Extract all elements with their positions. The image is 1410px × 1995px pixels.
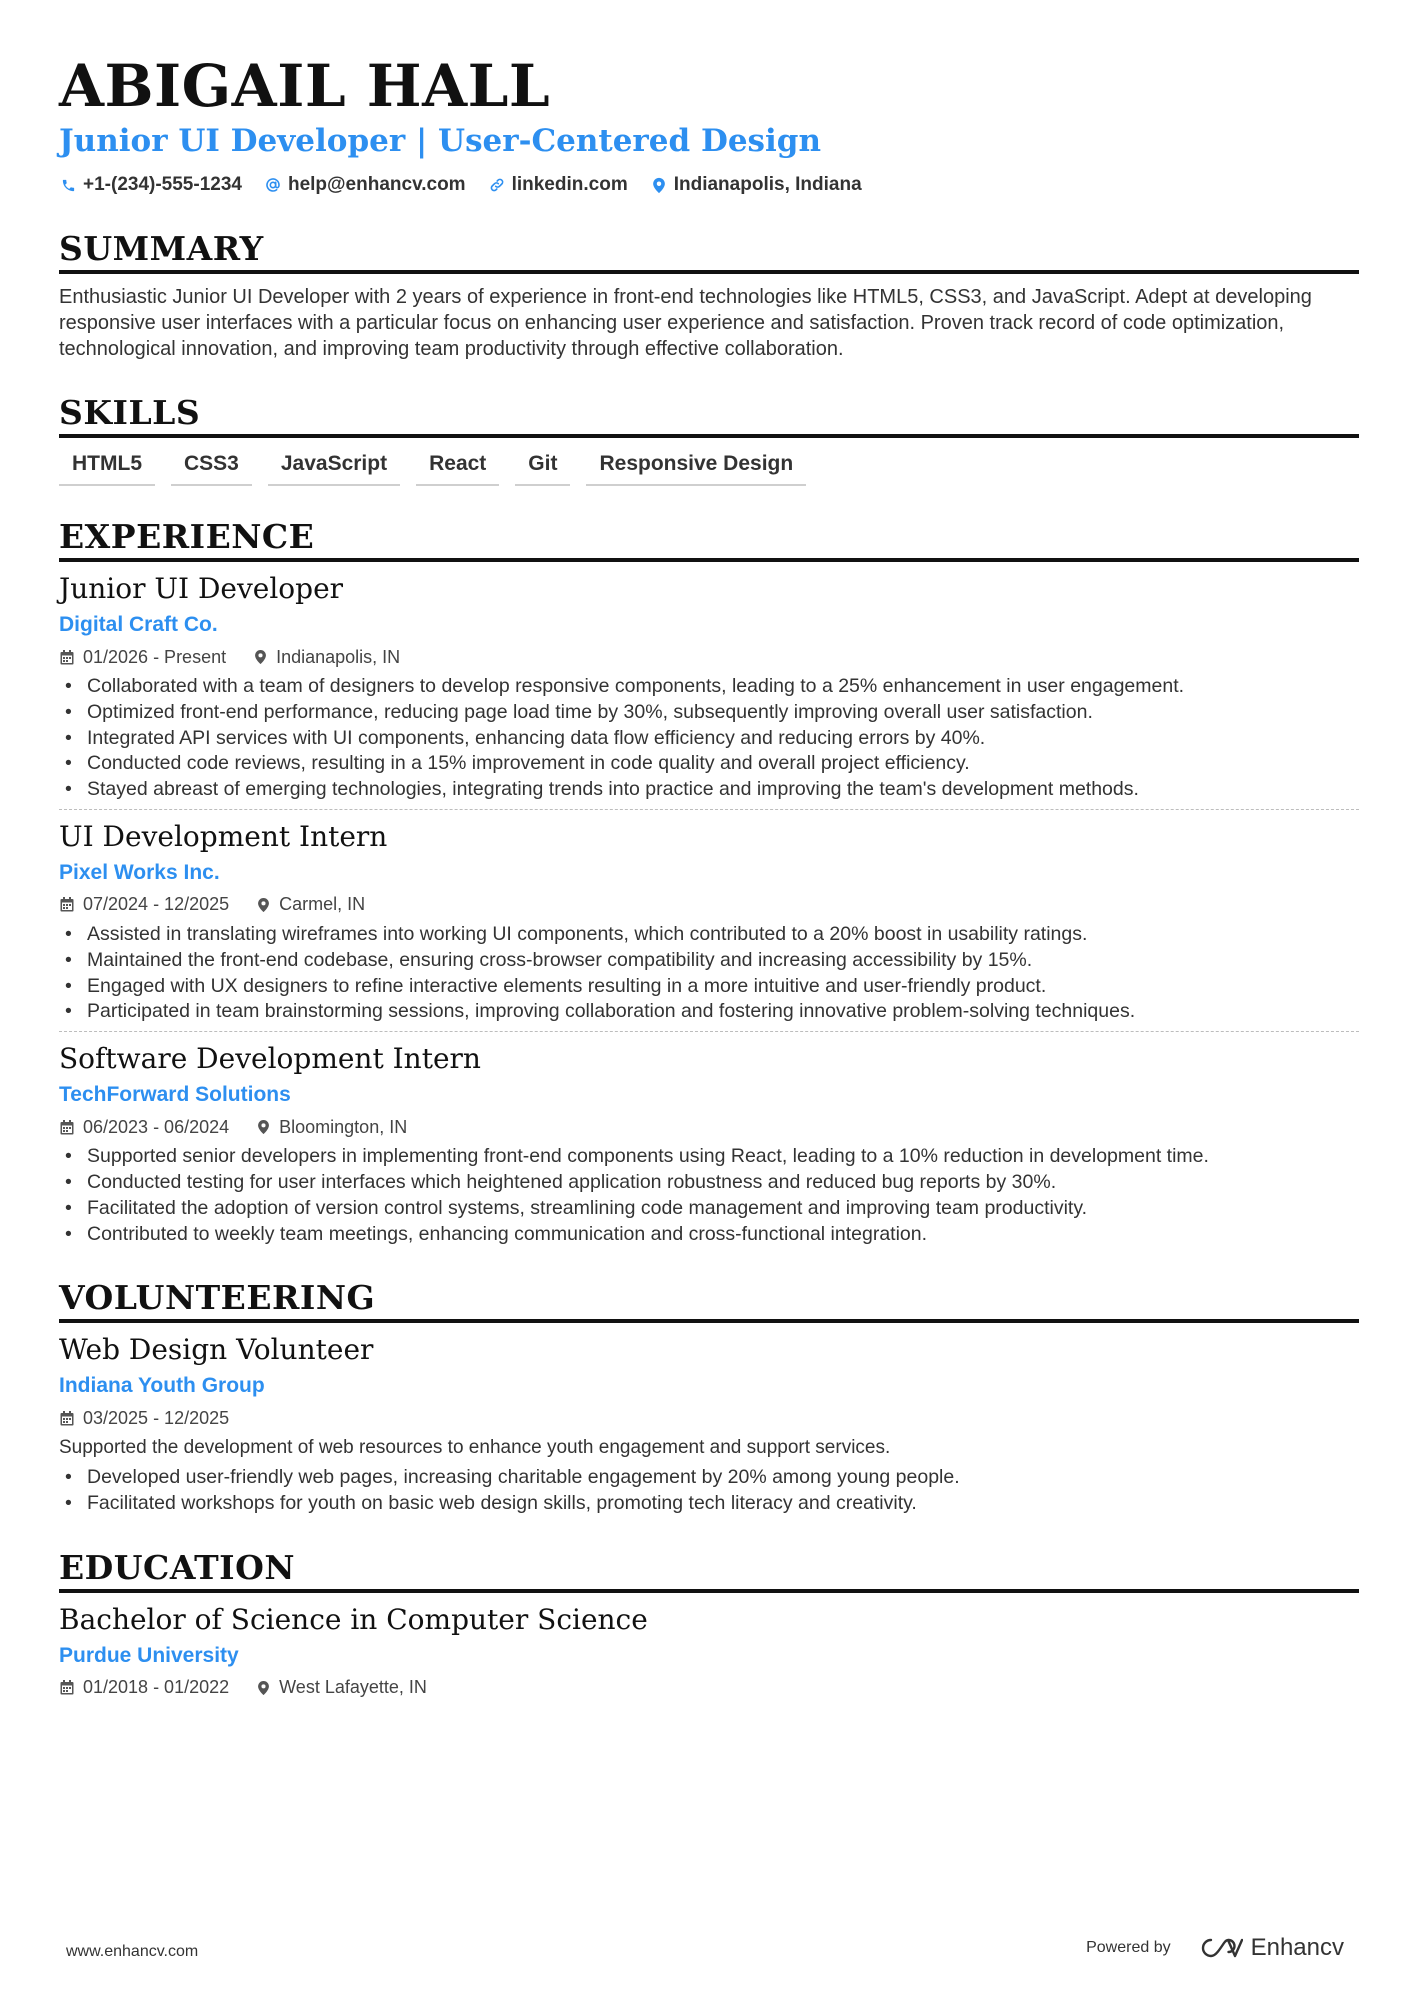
list-item: • Assisted in translating wireframes into working UI components, which contributed to a 20% boost in usability ratings. bbox=[59, 922, 1359, 948]
company-name: TechForward Solutions bbox=[59, 1083, 291, 1107]
education-location bbox=[255, 1677, 427, 1698]
experience-entry bbox=[59, 810, 1359, 1032]
volunteer-meta bbox=[59, 1405, 1359, 1431]
skills-title: SKILLS bbox=[59, 392, 1359, 438]
volunteering-section bbox=[59, 1277, 1359, 1523]
footer-website[interactable]: www.enhancv.com bbox=[66, 1943, 199, 1960]
summary-text: Enthusiastic Junior UI Developer with 2 years of experience in front-end technologies like HTML5, CSS3, and JavaScript. Adept at developing responsive user interfaces with a particular focus on enhancing user experience and satisfaction. Proven track record of code optimization, technological innovation, and improving team productivity through effective collaboration. bbox=[59, 286, 1312, 360]
skills-list bbox=[59, 452, 1359, 486]
volunteering-entry bbox=[59, 1323, 1359, 1523]
job-dates bbox=[59, 647, 226, 668]
skill-tag: Responsive Design bbox=[586, 452, 806, 486]
job-dates-text: 01/2026 - Present bbox=[83, 646, 227, 667]
job-dates bbox=[59, 1117, 229, 1138]
candidate-headline: Junior UI Developer | User-Centered Design bbox=[59, 123, 821, 159]
job-title: Junior UI Developer bbox=[59, 572, 344, 605]
contact-location bbox=[650, 174, 862, 196]
list-item: • Maintained the front-end codebase, ensuring cross-browser compatibility and increasing accessibility by 15%. bbox=[59, 948, 1359, 974]
list-item: • Integrated API services with UI components, enhancing data flow efficiency and reducing errors by 40%. bbox=[59, 726, 1359, 752]
experience-title: EXPERIENCE bbox=[59, 516, 1359, 562]
skill-tag: CSS3 bbox=[171, 452, 252, 486]
job-meta bbox=[59, 1114, 1359, 1140]
job-meta bbox=[59, 644, 1359, 670]
job-location-text: Bloomington, IN bbox=[279, 1116, 408, 1137]
brand-name: Enhancv bbox=[1250, 1934, 1344, 1961]
job-bullets bbox=[59, 674, 1359, 803]
contact-linkedin[interactable] bbox=[488, 174, 628, 196]
experience-entry bbox=[59, 562, 1359, 810]
contact-email[interactable] bbox=[264, 174, 466, 196]
list-item: • Facilitated the adoption of version control systems, streamlining code management and improving team productivity. bbox=[59, 1196, 1359, 1222]
job-meta bbox=[59, 892, 1359, 918]
footer-branding bbox=[1086, 1934, 1344, 1962]
degree-title: Bachelor of Science in Computer Science bbox=[59, 1602, 648, 1636]
volunteer-dates bbox=[59, 1408, 229, 1429]
contact-linkedin-text: linkedin.com bbox=[511, 174, 628, 195]
job-title: Software Development Intern bbox=[59, 1042, 481, 1076]
job-title: UI Development Intern bbox=[59, 819, 388, 853]
summary-title: SUMMARY bbox=[59, 228, 1359, 274]
job-location bbox=[252, 647, 400, 668]
contact-email-text: help@enhancv.com bbox=[287, 174, 466, 195]
skill-tag: HTML5 bbox=[59, 452, 155, 486]
education-meta bbox=[59, 1675, 1359, 1701]
experience-entry bbox=[59, 1032, 1359, 1253]
resume-page bbox=[59, 48, 1359, 1707]
list-item: • Conducted code reviews, resulting in a 15% improvement in code quality and overall project efficiency. bbox=[59, 751, 1359, 777]
education-location-text: West Lafayette, IN bbox=[279, 1677, 427, 1698]
candidate-name: ABIGAIL HALL bbox=[59, 52, 551, 120]
calendar-icon bbox=[59, 1119, 75, 1135]
location-icon bbox=[255, 1119, 271, 1135]
job-bullets bbox=[59, 1144, 1359, 1247]
job-dates bbox=[59, 894, 229, 915]
job-dates-text: 06/2023 - 06/2024 bbox=[83, 1116, 230, 1137]
phone-icon bbox=[59, 176, 77, 194]
list-item: • Facilitated workshops for youth on basic web design skills, promoting tech literacy and creativity. bbox=[59, 1491, 1359, 1517]
location-icon bbox=[255, 1680, 271, 1696]
list-item: • Participated in team brainstorming sessions, improving collaboration and fostering innovative problem-solving techniques. bbox=[59, 999, 1359, 1025]
list-item: • Engaged with UX designers to refine interactive elements resulting in a more intuitive and user-friendly product. bbox=[59, 974, 1359, 1000]
list-item: • Conducted testing for user interfaces which heightened application robustness and reduced bug reports by 30%. bbox=[59, 1170, 1359, 1196]
company-name: Pixel Works Inc. bbox=[59, 860, 220, 884]
location-icon bbox=[255, 897, 271, 913]
job-dates-text: 07/2024 - 12/2025 bbox=[83, 894, 230, 915]
link-icon bbox=[488, 176, 506, 194]
volunteer-role: Web Design Volunteer bbox=[59, 1333, 374, 1367]
calendar-icon bbox=[59, 1410, 75, 1426]
job-bullets bbox=[59, 922, 1359, 1025]
calendar-icon bbox=[59, 897, 75, 913]
summary-section bbox=[59, 228, 1359, 362]
job-location bbox=[255, 894, 365, 915]
volunteering-title: VOLUNTEERING bbox=[59, 1277, 1359, 1323]
list-item: • Contributed to weekly team meetings, enhancing communication and cross-functional integration. bbox=[59, 1222, 1359, 1248]
at-icon bbox=[264, 176, 282, 194]
location-icon bbox=[252, 649, 268, 665]
calendar-icon bbox=[59, 1680, 75, 1696]
education-dates-text: 01/2018 - 01/2022 bbox=[83, 1677, 230, 1698]
skills-section bbox=[59, 392, 1359, 486]
education-section bbox=[59, 1547, 1359, 1707]
list-item: • Supported senior developers in implementing front-end components using React, leading to a 10% reduction in development time. bbox=[59, 1144, 1359, 1170]
location-icon bbox=[650, 176, 668, 194]
contact-phone-text: +1-(234)-555-1234 bbox=[83, 174, 242, 195]
skill-tag: JavaScript bbox=[268, 452, 400, 486]
school-name: Purdue University bbox=[59, 1643, 239, 1667]
list-item: • Stayed abreast of emerging technologies, integrating trends into practice and improving the team's development methods. bbox=[59, 777, 1359, 803]
organization-name: Indiana Youth Group bbox=[59, 1374, 265, 1398]
job-location-text: Indianapolis, IN bbox=[276, 646, 401, 667]
list-item: • Developed user-friendly web pages, increasing charitable engagement by 20% among young people. bbox=[59, 1465, 1359, 1491]
contact-bar bbox=[59, 172, 1359, 198]
calendar-icon bbox=[59, 649, 75, 665]
volunteer-description: Supported the development of web resources to enhance youth engagement and support services. bbox=[59, 1437, 891, 1459]
contact-phone[interactable] bbox=[59, 174, 242, 196]
volunteer-dates-text: 03/2025 - 12/2025 bbox=[83, 1407, 230, 1428]
list-item: • Optimized front-end performance, reducing page load time by 30%, subsequently improving overall user satisfaction. bbox=[59, 700, 1359, 726]
powered-by-label: Powered by bbox=[1086, 1939, 1171, 1956]
skill-tag: Git bbox=[515, 452, 570, 486]
contact-location-text: Indianapolis, Indiana bbox=[673, 174, 862, 195]
enhancv-logo-icon bbox=[1197, 1935, 1243, 1961]
brand-logo[interactable] bbox=[1197, 1934, 1344, 1962]
skill-tag: React bbox=[416, 452, 499, 486]
experience-section bbox=[59, 516, 1359, 1253]
education-entry bbox=[59, 1593, 1359, 1707]
job-location bbox=[255, 1117, 407, 1138]
volunteer-bullets bbox=[59, 1465, 1359, 1517]
education-dates bbox=[59, 1677, 229, 1698]
list-item: • Collaborated with a team of designers to develop responsive components, leading to a 25% enhancement in user engagement. bbox=[59, 674, 1359, 700]
job-location-text: Carmel, IN bbox=[279, 894, 366, 915]
education-title: EDUCATION bbox=[59, 1547, 1359, 1593]
company-name: Digital Craft Co. bbox=[59, 613, 218, 636]
